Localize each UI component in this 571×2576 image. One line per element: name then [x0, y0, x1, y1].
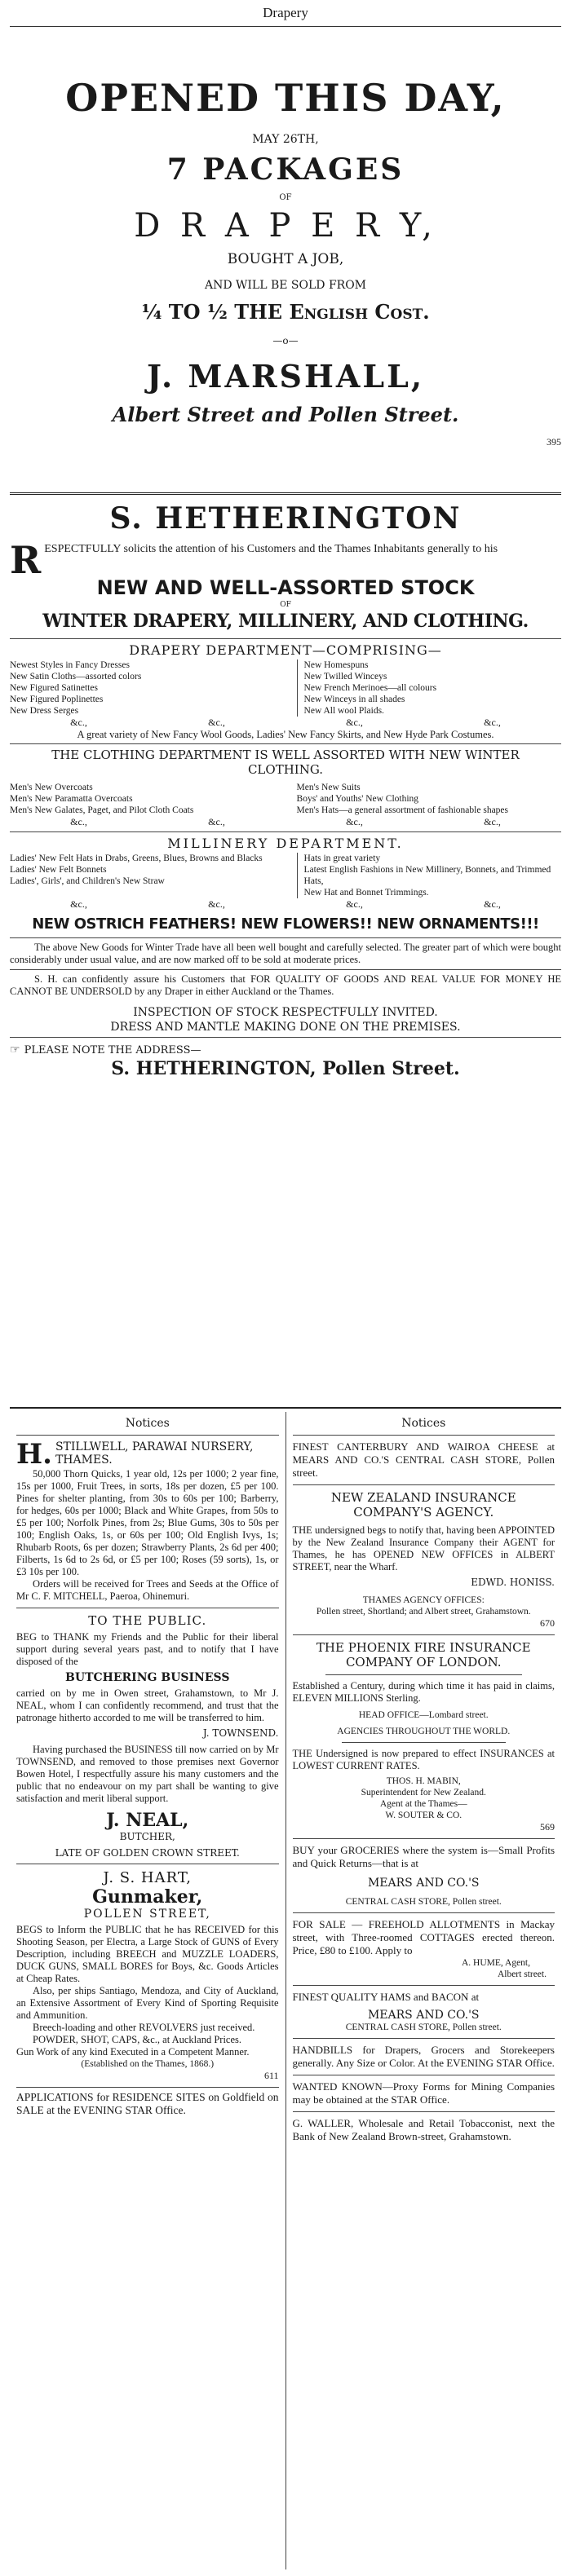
phoenix-body-2: THE Undersigned is now prepared to effect INSURANCES at LOWEST CURRENT RATES.: [292, 1748, 555, 1771]
address-main: S. HETHERINGTON, Pollen Street.: [111, 1058, 460, 1079]
etc: &c.,: [484, 898, 501, 910]
wanted-ad: WANTED KNOWN—Proxy Forms for Mining Companies may be obtained at the STAR Office.: [292, 2080, 555, 2106]
divider: [10, 831, 561, 832]
phoenix-sup: Superintendent for New Zealand.: [361, 1788, 486, 1797]
divider: [10, 1037, 561, 1038]
list-item: Newest Styles in Fancy Dresses: [10, 660, 130, 670]
stillwell-ad: [16, 1440, 279, 1603]
drapery-dept-list: [10, 659, 561, 717]
for-sale-addr: Albert street.: [497, 1969, 547, 1979]
hams-body: FINEST QUALITY HAMS and BACON at: [292, 1991, 480, 2003]
phoenix-agencies: AGENCIES THROUGHOUT THE WORLD.: [337, 1727, 511, 1736]
notices-left-column: [10, 1412, 286, 2569]
hams-ad: [293, 1991, 556, 2033]
notices-heading: Notices: [16, 1412, 279, 1436]
nz-insurance-title: NEW ZEALAND INSURANCE COMPANY'S AGENCY.: [330, 1490, 516, 1520]
etc: &c.,: [346, 717, 363, 728]
hart-est: (Established on the Thames, 1868.): [81, 2059, 215, 2069]
cost-line: [10, 300, 561, 324]
stillwell-title: [16, 1438, 279, 1471]
for-sale-ad: [293, 1918, 556, 1980]
phoenix-ad: [293, 1640, 556, 1833]
list-item: New Hat and Bonnet Trimmings.: [303, 888, 429, 898]
butchering-business: BUTCHERING BUSINESS: [65, 1671, 230, 1684]
ad-number: 395: [547, 436, 561, 448]
notices-columns: [10, 1412, 561, 2569]
separator: —o—: [272, 335, 299, 346]
divider: [293, 2111, 556, 2112]
ad-number: 569: [540, 1821, 555, 1833]
list-item: Men's New Suits: [296, 783, 361, 792]
divider: [293, 1912, 556, 1913]
etc: &c.,: [70, 898, 87, 910]
phoenix-sig: THOS. H. MABIN,: [386, 1776, 461, 1786]
hart-p1: BEGS to Inform the PUBLIC that he has RECEIVED for this Shooting Season, per Electra, a Large Stock of GUNS of Every Description, including BREECH and MUZZLE LOADERS, DUCK GUNS, SMALL BORES for Boys, &c. Goods Articles at Cheap Rates.: [16, 1924, 279, 1984]
dress-line: DRESS AND MANTLE MAKING DONE ON THE PREMISES.: [110, 1021, 461, 1034]
page-header: Drapery: [10, 0, 561, 27]
clothing-dept-list: [10, 782, 561, 816]
divider: [10, 969, 561, 970]
winter-headline: WINTER DRAPERY, MILLINERY, AND CLOTHING.: [42, 611, 529, 632]
divider: [293, 1634, 556, 1635]
phoenix-head-office: HEAD OFFICE—Lombard street.: [358, 1710, 489, 1720]
etc-row: [10, 717, 561, 729]
etc: &c.,: [484, 717, 501, 728]
drapery-note: A great variety of New Fancy Wool Goods, Ladies' New Fancy Skirts, and New Hyde Park Costumes.: [77, 729, 494, 740]
intro-text: ESPECTFULLY solicits the attention of his Customers and the Thames Inhabitants generally to his: [44, 543, 498, 555]
hart-p3: Breech-loading and other REVOLVERS just received.: [33, 2022, 255, 2033]
drapery-left: [10, 659, 274, 717]
cost-rest: English Cost.: [289, 300, 430, 324]
phoenix-agent: Agent at the Thames—: [379, 1799, 467, 1809]
etc: &c.,: [346, 898, 363, 910]
packages-headline: 7 PACKAGES: [166, 152, 405, 187]
nz-insurance-ad: [293, 1490, 556, 1630]
etc-row: [10, 898, 561, 911]
list-item: Men's Hats—a general assortment of fashionable shapes: [296, 805, 508, 815]
list-item: New Twilled Winceys: [303, 672, 387, 681]
groceries-body: BUY your GROCERIES where the system is—Small Profits and Quick Returns—that is at: [292, 1844, 555, 1869]
etc: &c.,: [208, 816, 225, 827]
list-item: New French Merinoes—all colours: [303, 683, 437, 693]
townsend-ad: [16, 1613, 279, 1859]
thames-offices-addr: Pollen street, Shortland; and Albert street, Grahamstown.: [316, 1607, 531, 1617]
divider: [10, 937, 561, 938]
ad-number: 611: [263, 2070, 279, 2081]
list-item: Latest English Fashions in New Millinery, Bonnets, and Trimmed Hats,: [303, 865, 551, 886]
list-item: Men's New Overcoats: [10, 783, 93, 792]
clothing-dept-title: THE CLOTHING DEPARTMENT IS WELL ASSORTED WITH NEW WINTER CLOTHING.: [51, 748, 520, 777]
hart-ad: [16, 1869, 279, 2082]
divider: [293, 2038, 556, 2039]
notices-right-column: [286, 1412, 562, 2569]
marshall-ad: [10, 27, 561, 487]
clothing-right: [297, 782, 561, 816]
mears-store: CENTRAL CASH STORE, Pollen street.: [345, 1897, 502, 1907]
phoenix-body: Established a Century, during which time it has paid in claims, ELEVEN MILLIONS Sterling.: [292, 1680, 555, 1704]
hart-street: POLLEN STREET,: [83, 1908, 211, 1921]
hart-name: J. S. HART,: [103, 1869, 192, 1886]
drapery-headline: D R A P E R Y,: [134, 207, 437, 245]
cost-fraction: ¼ TO ½ THE: [141, 300, 283, 324]
hetherington-name: S. HETHERINGTON: [109, 501, 462, 536]
address-prefix: PLEASE NOTE THE ADDRESS—: [24, 1044, 201, 1056]
etc: &c.,: [70, 816, 87, 827]
of-text: OF: [279, 193, 292, 202]
phoenix-co: W. SOUTER & CO.: [385, 1811, 463, 1820]
public-title: TO THE PUBLIC.: [88, 1613, 207, 1628]
notices-heading: Notices: [293, 1412, 556, 1436]
millinery-right: [297, 853, 561, 898]
list-item: New Dress Serges: [10, 706, 79, 716]
townsend-sig: J. TOWNSEND.: [202, 1727, 279, 1739]
list-item: New Figured Satinettes: [10, 683, 98, 693]
inspection-line: INSPECTION OF STOCK RESPECTFULLY INVITED.: [133, 1006, 438, 1019]
mears-name-2: MEARS AND CO.'S: [367, 2009, 480, 2022]
hart-p5: Gun Work of any kind Executed in a Competent Manner.: [16, 2046, 250, 2058]
divider: [16, 2087, 279, 2088]
list-item: New Winceys in all shades: [303, 695, 405, 704]
mears-name: MEARS AND CO.'S: [367, 1877, 480, 1890]
etc-row: [10, 816, 561, 828]
divider: [10, 638, 561, 639]
sold-text: AND WILL BE SOLD FROM: [204, 279, 367, 292]
mears-store-2: CENTRAL CASH STORE, Pollen street.: [345, 2022, 502, 2032]
etc: &c.,: [208, 717, 225, 728]
list-item: New All wool Plaids.: [303, 706, 384, 716]
list-item: Men's New Paramatta Overcoats: [10, 794, 133, 804]
address-line: [10, 1041, 561, 1056]
phoenix-title: THE PHOENIX FIRE INSURANCE COMPANY OF LONDON.: [316, 1640, 531, 1670]
marshall-address: Albert Street and Pollen Street.: [112, 403, 459, 426]
cheese-ad: FINEST CANTERBURY AND WAIROA CHEESE at MEARS AND CO.'S CENTRAL CASH STORE, Pollen street.: [292, 1440, 555, 1479]
groceries-ad: [293, 1844, 556, 1908]
list-item: Ladies' New Felt Bonnets: [10, 865, 107, 875]
ad-number: 670: [540, 1617, 555, 1629]
etc: &c.,: [484, 816, 501, 827]
list-item: New Homespuns: [303, 660, 369, 670]
bought-text: BOUGHT A JOB,: [227, 251, 344, 267]
pointing-hand-icon: ☞: [10, 1043, 20, 1056]
millinery-dept-title: MILLINERY DEPARTMENT.: [167, 836, 404, 851]
list-item: New Figured Poplinettes: [10, 695, 104, 704]
handbills-ad: HANDBILLS for Drapers, Grocers and Storekeepers generally. Any Size or Color. At the EVENING STAR Office.: [292, 2044, 555, 2069]
nz-insurance-body: THE undersigned begs to notify that, having been APPOINTED by the New Zealand Insurance Company their AGENT for Thames, he has OPENED NEW OFFICES in ALBERT STREET, near the Wharf.: [292, 1524, 555, 1573]
for-sale-body: FOR SALE — FREEHOLD ALLOTMENTS in Mackay street, with Three-roomed COTTAGES erected thereon. Price, £80 to £100. Apply to: [292, 1918, 555, 1956]
etc: &c.,: [208, 898, 225, 910]
neal-late: LATE OF GOLDEN CROWN STREET.: [55, 1847, 240, 1859]
list-item: Ladies' New Felt Hats in Drabs, Greens, Blues, Browns and Blacks: [10, 854, 263, 863]
etc: &c.,: [346, 816, 363, 827]
drapery-right: [297, 659, 561, 717]
hart-role: Gunmaker,: [92, 1886, 203, 1908]
clothing-left: [10, 782, 274, 816]
neal-role: BUTCHER,: [119, 1831, 175, 1842]
drop-cap: H.: [16, 1438, 52, 1471]
for-sale-sig: A. HUME, Agent,: [461, 1958, 530, 1968]
opened-headline: OPENED THIS DAY,: [65, 76, 506, 120]
thames-offices: THAMES AGENCY OFFICES:: [362, 1595, 485, 1605]
nz-insurance-sig: EDWD. HONISS.: [471, 1577, 555, 1588]
townsend-p2: carried on by me in Owen street, Grahamstown, to Mr J. NEAL, whom I can confidently recommend, and trust that the patronage hitherto accorded to me will be transferred to him.: [16, 1687, 279, 1723]
date: MAY 26TH,: [252, 133, 319, 146]
divider: [293, 1838, 556, 1839]
marshall-name: J. MARSHALL,: [146, 358, 425, 395]
paragraph: S. H. can confidently assure his Customers that FOR QUALITY OF GOODS AND REAL VALUE FOR MONEY HE CANNOT BE UNDERSOLD by any Draper in either Auckland or the Thames.: [10, 973, 561, 997]
applications-ad: APPLICATIONS for RESIDENCE SITES on Goldfield on SALE at the EVENING STAR Office.: [16, 2091, 279, 2116]
stillwell-body-2: Orders will be received for Trees and Seeds at the Office of Mr C. F. MITCHELL, Paeroa, Ohinemuri.: [16, 1578, 279, 1602]
divider: [10, 492, 561, 495]
drapery-dept-title: DRAPERY DEPARTMENT—COMPRISING—: [129, 642, 442, 658]
neal-p: Having purchased the BUSINESS till now carried on by Mr TOWNSEND, and removed to those premises next Governor Bowen Hotel, I respectfully assure his many customers and the public that no endeavour on my part shall be wanting to give satisfaction and merit liberal support.: [16, 1744, 279, 1804]
intro: [10, 538, 561, 582]
paragraph: The above New Goods for Winter Trade have all been well bought and carefully selected. The greater part of which were bought considerably under usual value, and are now marked off to be sold at moderate prices.: [10, 942, 561, 965]
of-text-2: OF: [280, 601, 291, 609]
hart-p4: POWDER, SHOT, CAPS, &c., at Auckland Prices.: [33, 2034, 242, 2045]
hart-p2: Also, per ships Santiago, Mendoza, and City of Auckland, an Extensive Assortment of Every Kind of Sporting Requisite and Ammunition.: [16, 1985, 279, 2021]
waller-ad: G. WALLER, Wholesale and Retail Tobacconist, next the Bank of New Zealand Brown-street, Grahamstown.: [292, 2117, 555, 2142]
divider: [293, 1484, 556, 1485]
hetherington-ad: [10, 501, 561, 1404]
list-item: New Satin Cloths—assorted colors: [10, 672, 142, 681]
list-item: Men's New Galates, Paget, and Pilot Cloth Coats: [10, 805, 194, 815]
list-item: Ladies', Girls', and Children's New Straw: [10, 876, 165, 886]
divider: [10, 1407, 561, 1409]
drop-cap: R: [10, 538, 42, 582]
list-item: Boys' and Youths' New Clothing: [296, 794, 419, 804]
list-item: Hats in great variety: [303, 854, 381, 863]
divider: [325, 1674, 523, 1675]
townsend-p1: BEG to THANK my Friends and the Public for their liberal support during several years past, and to notify that I have disposed of the: [16, 1631, 279, 1667]
millinery-left: [10, 853, 274, 898]
millinery-dept-list: [10, 853, 561, 898]
etc: &c.,: [70, 717, 87, 728]
stillwell-body: 50,000 Thorn Quicks, 1 year old, 12s per 1000; 2 year fine, 15s per 1000, Fruit Trees, in sorts, 18s per dozen, £5 per 100. Pines for shelter planting, from 30s to 60s per 100; Barberry, for hedges, 60s per 1000; Black and White Grapes, from 50s to £5 per 100; Norfolk Pines, from 2s; Blue Gums, 30s to 50s per 100; English Oaks, 1s, or 60s per 100; Old English Ivys, 1s; Rhubarb Roots, 6s per dozen; Strawberry Plants, 2s 6d per 400; Filberts, 1s 6d to 2s 6d, or £5 per 100; Roses (59 sorts), 1s, or £3 10s per 100.: [16, 1468, 279, 1577]
neal-name: J. NEAL,: [106, 1810, 189, 1831]
feathers-headline: NEW OSTRICH FEATHERS! NEW FLOWERS!! NEW ORNAMENTS!!!: [32, 915, 539, 933]
divider: [342, 1742, 507, 1743]
stillwell-title-text: STILLWELL, PARAWAI NURSERY, THAMES.: [55, 1440, 254, 1467]
divider: [293, 1985, 556, 1986]
stock-headline: NEW AND WELL-ASSORTED STOCK: [96, 576, 475, 599]
divider: [10, 743, 561, 744]
